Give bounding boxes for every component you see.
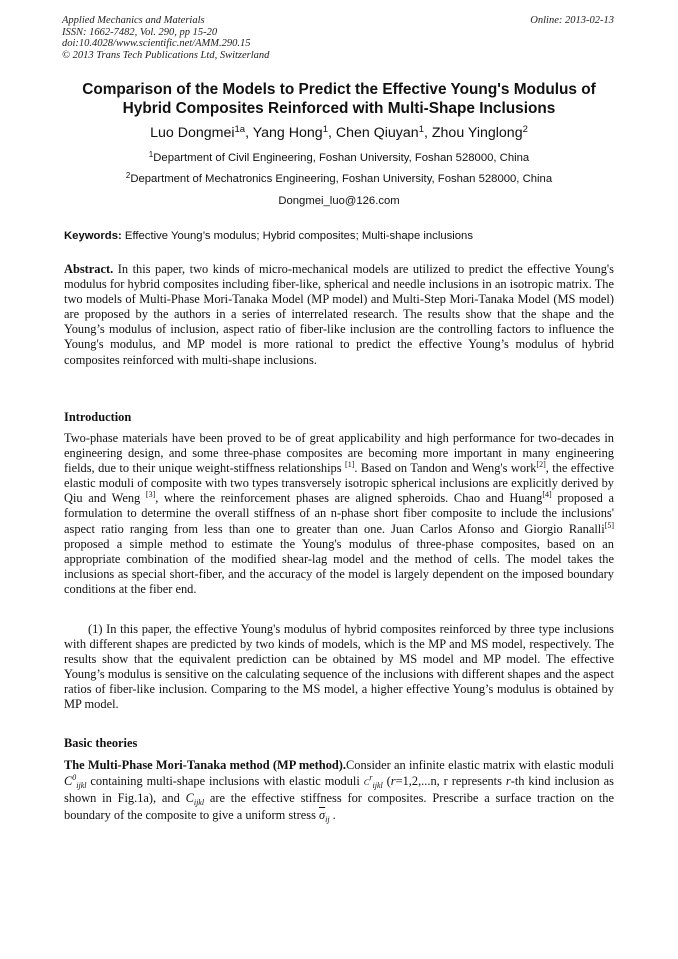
affiliation-mark: 1 (148, 150, 154, 159)
affiliation-1 (40, 151, 638, 165)
author-name: Zhou Yinglong (431, 125, 523, 141)
abstract-label: Abstract. (64, 262, 114, 276)
text-run: . Based on Tandon and Weng's work (354, 461, 537, 476)
paper-title (40, 80, 638, 118)
inclusion-moduli-symbol (363, 773, 383, 791)
affiliation-text: Department of Civil Engineering, Foshan University, Foshan 528000, China (153, 152, 530, 164)
affiliation-mark: 2 (125, 171, 131, 180)
symbol-sup: 0 (72, 773, 77, 783)
citation-4[interactable]: [4] (542, 490, 552, 500)
author-name: Chen Qiuyan (335, 125, 419, 141)
basic-theories-heading: Basic theories (64, 736, 138, 750)
citation-2[interactable]: [2] (536, 460, 546, 470)
symbol-base: C (185, 791, 194, 806)
index-r: r (390, 774, 396, 789)
text-run: proposed a formulation to determine the overall stiffness of an n-phase short fiber composite to include the inclusions' aspect ratio ranging from less than one to greater than one. Juan Carlos Afonso and Giorgio Ranalli (64, 491, 614, 536)
keywords-text: Effective Young’s modulus; Hybrid composites; Multi-shape inclusions (124, 230, 473, 242)
text-run: ( (382, 774, 391, 789)
introduction-paragraph-1 (64, 431, 614, 597)
symbol-sup: r (369, 773, 373, 783)
author-affiliation-mark: 1 (322, 124, 328, 135)
symbol-base: C (363, 777, 370, 788)
author-affiliation-mark: 1a (234, 124, 246, 135)
matrix-moduli-symbol (64, 773, 87, 791)
author-name: Yang Hong (252, 125, 323, 141)
author-affiliation-mark: 1 (418, 124, 424, 135)
citation-3[interactable]: [3] (145, 490, 156, 500)
symbol-sub: ijkl (76, 781, 87, 791)
introduction-heading: Introduction (64, 410, 132, 424)
index-r: r (505, 774, 511, 789)
text-run: , where the reinforcement phases are aligned spheroids. Chao and Huang (155, 491, 543, 506)
text-run: containing multi-shape inclusions with elastic moduli (86, 774, 364, 789)
symbol-sub: ij (325, 814, 330, 824)
journal-name: Applied Mechanics and Materials (62, 15, 205, 26)
author-affiliation-mark: 2 (522, 124, 528, 135)
text-run: Consider an infinite elastic matrix with elastic moduli (346, 758, 615, 772)
citation-1[interactable]: [1] (345, 460, 355, 470)
symbol-sub: ijkl (372, 781, 383, 791)
abstract (64, 262, 614, 368)
effective-stiffness-symbol (185, 791, 205, 808)
mp-method-lead: The Multi-Phase Mori-Tanaka method (MP method). (64, 758, 347, 772)
symbol-sub: ijkl (193, 798, 205, 808)
author-name: Luo Dongmei (150, 125, 235, 141)
text-run: are the effective stiffness for composites. Prescribe a surface traction on the boundary of the composite to give a uniform stress (64, 791, 614, 822)
doi-line: doi:10.4028/www.scientific.net/AMM.290.15 (62, 38, 251, 49)
abstract-text: In this paper, two kinds of micro-mechanical models are utilized to predict the effective Young's modulus for hybrid composites including fiber-like, spherical and needle inclusions in an isotropic matrix. The two models of Multi-Phase Mori-Tanaka Model (MP model) and Multi-Step Mori-Tanaka Model (MS model) are proposed by the authors in a series of interrelated research. The results show that the shape and the Young’s modulus of inclusion, aspect ratio of fiber-like inclusion are the controlling factors to influence the Young's modulus, and MP model is more rational to predict the effective Young’s modulus of hybrid composites reinforced with multi-shape inclusions. (64, 262, 614, 367)
author-list: Luo Dongmei$^{1a}$, Yang Hong$^1$, Chen Qiuyan$^1$, Zhou Yinglong$^2$ (150, 124, 528, 141)
title-line-2: Hybrid Composites Reinforced with Multi-Shape Inclusions (122, 100, 556, 117)
affiliation-text: Department of Mechatronics Engineering, Foshan University, Foshan 528000, China (130, 173, 553, 185)
text-run: . (329, 807, 336, 822)
text-run: Two-phase materials have been proved to be of great applicability and high performance for two-decades in engineering design, and some three-phase composites are becoming more important in many engineering fields, due to their unique weight-stiffness relationships (64, 431, 614, 476)
keywords-label: Keywords: (64, 230, 122, 242)
issn-line: ISSN: 1662-7482, Vol. 290, pp 15-20 (62, 26, 218, 38)
symbol-base: C (64, 774, 73, 789)
uniform-stress-symbol (319, 808, 330, 822)
citation-5[interactable]: [5] (604, 520, 614, 530)
text-run: , the effective elastic moduli of composite with two types transversely isotropic spherical inclusions are explicitly derived by Qiu and Weng (64, 461, 614, 506)
keywords (64, 229, 616, 243)
affiliation-2 (40, 172, 638, 186)
copyright-line: © 2013 Trans Tech Publications Ltd, Switzerland (62, 49, 270, 61)
author-email[interactable]: Dongmei_luo@126.com (278, 195, 400, 207)
introduction-paragraph-2: (1) In this paper, the effective Young's modulus of hybrid composites reinforced by three type inclusions with different shapes are predicted by two kinds of models, which is the MP and MS model, respectively. The results show that the equivalent prediction can be obtained by MS model and MP model. The effective Young’s modulus is sensitive on the calculating sequence of the inclusions with different shapes and the aspect ratios of fiber-like inclusion. Comparing to the MS model, a higher effective Young’s modulus is obtained by MP model. (64, 622, 614, 712)
text-run: -th kind inclusion as shown in Fig.1a), and (64, 774, 614, 806)
mp-method-paragraph (64, 757, 614, 823)
online-date: Online: 2013-02-13 (530, 15, 614, 26)
title-line-1: Comparison of the Models to Predict the Effective Young's Modulus of (82, 81, 596, 98)
journal-header (62, 15, 614, 61)
text-run: =1,2,...n, r represents (395, 774, 506, 789)
symbol-base: $\overline{\sigma}$ (319, 807, 326, 822)
text-run: proposed a simple method to estimate the Young's modulus of three-phase composites, based on an appropriate combination of the modified shear-lag model and the method of cells. The model takes the inclusions as special short-fiber, and the accuracy of the model is largely dependent on the imposed boundary conditions at the fiber end. (64, 536, 614, 596)
